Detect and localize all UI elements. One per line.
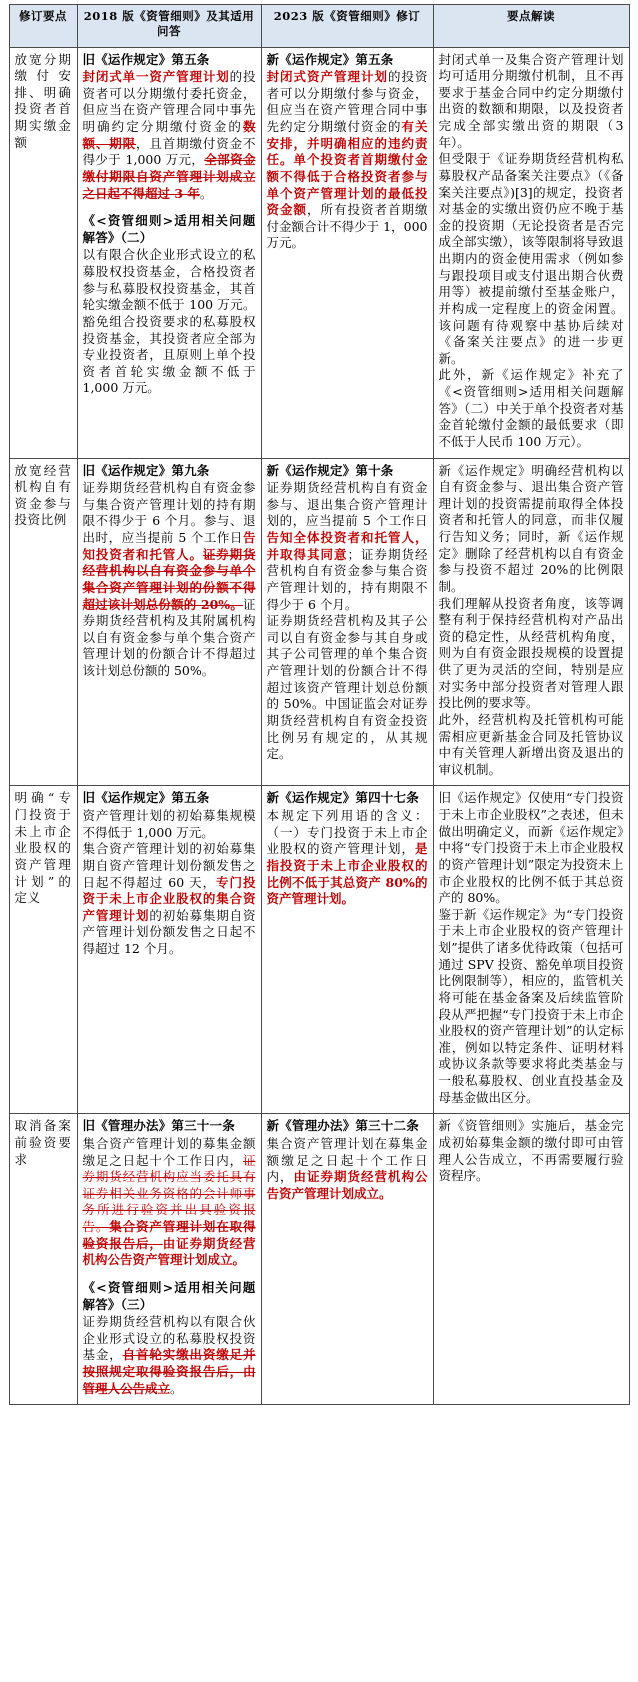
- row-interpretation-cell: [433, 458, 629, 786]
- emphasis-text: 是指投资于未上市企业股权的比例不低于其总资产 80%的资产管理计划。: [266, 841, 428, 907]
- interpretation-paragraph: 但受限于《证券期货经营机构私募股权产品备案关注要点》（《备案关注要点》)[3]的规定，投资者对基金的实缴出资仍应不晚于基金的投资期（无论投资者是否完成全部实缴），该等限制将导致退出期内的资金使用需求（例如参与跟投项目或支付退出期合伙费用等）被提前缴付至基金账户，并构成一定程度上的资金闲置。该问题有待观察中基协后续对《备案关注要点》的进一步更新。: [438, 151, 624, 366]
- qa-body: [83, 1314, 256, 1397]
- emphasis-text: 由证券期货经营机构公告资产管理计划成立。: [266, 1169, 428, 1201]
- interpretation-paragraph: 我们理解从投资者角度，该等调整有利于保持经营机构对产品出资的稳定性，从经营机构角度，则为自有资金跟投规模的设置提供了更为灵活的空间，特别是应对实务中部分投资者对管理人跟投比例的要求等。: [438, 595, 624, 711]
- deleted-text: 全部资金缴付期限自资产管理计划成立之日起不得超过 3 年: [82, 152, 256, 201]
- column-header-topic: 修订要点: [9, 5, 77, 48]
- interpretation-text: [439, 790, 624, 1106]
- paragraph-spacer: [83, 1269, 256, 1280]
- row-old-rule-cell: [77, 1114, 261, 1405]
- new-rule-heading: 新《运作规定》第十条: [266, 462, 394, 478]
- new-rule-heading: 新《管理办法》第三十二条: [266, 1118, 419, 1134]
- body-text: 。: [170, 1380, 183, 1396]
- body-text: 集合资产管理计划在募集金额缴足之日起十个工作日内，: [266, 1135, 428, 1185]
- new-rule-paragraph: [267, 69, 428, 252]
- interpretation-paragraph: 旧《运作规定》仅使用“专门投资于未上市企业股权”之表述，但未做出明确定义，而新《运作规定》中将“专门投资于未上市企业股权的资产管理计划”限定为投资未上市企业股权的比例不低于其总资产的 80%。: [438, 790, 624, 906]
- new-rule-paragraph: [267, 1136, 428, 1203]
- old-rule-heading: 旧《管理办法》第三十一条: [82, 1118, 235, 1134]
- row-old-rule-cell: [77, 458, 261, 786]
- row-topic-cell: 放宽经营机构自有资金参与投资比例: [9, 458, 77, 786]
- table-header: [9, 5, 629, 48]
- emphasis-text: 封闭式单一资产管理计划: [82, 69, 230, 85]
- interpretation-paragraph: 此外，新《运作规定》补充了《<资管细则>适用相关问题解答》（二）中关于单个投资者对基金首轮缴付金额的最低要求（即不低于人民币 100 万元）。: [438, 367, 624, 449]
- comparison-table: [9, 4, 630, 1405]
- body-text: 的初始募集期自资产管理计划份额发售之日起不得超过 12 个月。: [82, 907, 256, 957]
- body-text: 本规定下列用语的含义：（一）专门投资于未上市企业股权的资产管理计划，: [266, 808, 428, 857]
- row-new-rule-cell: [261, 1114, 433, 1405]
- qa-body: 以有限合伙企业形式设立的私募股权投资基金，合格投资者参与私募股权投资基金，其首轮实缴金额不低于 100 万元。豁免组合投资要求的私募股权投资基金，其投资者应全部为专业投资者，且原则上单个投资者首轮实缴金额不低于 1,000 万元。: [82, 247, 256, 396]
- row-new-rule-cell: [261, 458, 433, 786]
- emphasis-text: 告知投资者和托管人。: [82, 530, 256, 562]
- body-text: 的投资者可以分期缴付委托资金，但应当在资产管理合同中事先明确约定分期缴付资金的: [82, 69, 256, 135]
- body-text: 证券期货经营机构自有资金参与集合资产管理计划的持有期限不得少于 6 个月。参与、退出时，应当提前 5 个工作日: [82, 480, 256, 546]
- emphasis-text: 有关安排，并明确相应的违约责任。单个投资者首期缴付金额不得低于合格投资者参与单个资产管理计划的最低投资金额: [266, 119, 428, 218]
- row-topic-cell: 明确“专门投资于未上市企业股权的资产管理计划”的定义: [9, 786, 77, 1114]
- old-rule-paragraph: [83, 1136, 256, 1269]
- body-text: 的投资者可以分期缴付参与资金，但应当在资产管理合同中事先约定分期缴付资金的: [266, 69, 428, 135]
- old-rule-heading: 旧《运作规定》第五条: [82, 790, 210, 806]
- old-rule-paragraph: [83, 480, 256, 680]
- body-text: 集合资产管理计划的初始募集期自资产管理计划份额发售之日起不得超过 60 天，: [82, 841, 256, 890]
- interpretation-paragraph: 鉴于新《运作规定》为“专门投资于未上市企业股权的资产管理计划”提供了诸多优待政策（包括可通过 SPV 投资、豁免单项目投资比例限制等），相应的，监管机关将可能在基金备案及后续监管阶段从严把握“专门投资于未上市企业股权的资产管理计划”的认定标准，例如以特定条件、证明材料或协议条款等要求将此类基金与一般私募股权、创业直投基金及母基金做出区分。: [438, 906, 624, 1105]
- row-old-rule-cell: [77, 786, 261, 1114]
- interpretation-text: [439, 52, 624, 451]
- row-interpretation-cell: [433, 47, 629, 458]
- new-rule-paragraph: [267, 808, 428, 908]
- column-header-interpretation: 要点解读: [433, 5, 629, 48]
- body-text: ，且首期缴付资金不得少于 1,000 万元，: [82, 135, 256, 168]
- row-new-rule-cell: [261, 786, 433, 1114]
- new-rule-heading: 新《运作规定》第五条: [266, 51, 394, 67]
- qa-heading: 《<资管细则>适用相关问题解答》（三）: [82, 1279, 256, 1312]
- row-interpretation-cell: [433, 786, 629, 1114]
- old-rule-paragraph: [83, 69, 256, 202]
- body-text: 证券期货经营机构及其附属机构以自有资金参与单个集合资产管理计划的份额合计不得超过该计划总份额的 50%。: [82, 596, 256, 679]
- emphasis-text: 告知全体投资者和托管人，并取得其同意: [266, 530, 428, 562]
- document-page: [0, 4, 638, 1405]
- table-body: [9, 47, 629, 1405]
- body-text: 证券期货经营机构以有限合伙企业形式设立的私募股权投资基金，: [82, 1314, 256, 1363]
- qa-heading: 《<资管细则>适用相关问题解答》（二）: [82, 213, 256, 245]
- old-rule-paragraph: 资产管理计划的初始募集规模不得低于 1,000 万元。: [82, 808, 256, 840]
- old-rule-paragraph-2: [83, 841, 256, 957]
- paragraph-spacer: [83, 202, 256, 213]
- body-text: 。: [199, 185, 213, 201]
- table-header-row: [9, 5, 629, 48]
- table-row: [9, 47, 629, 458]
- interpretation-text: [439, 463, 624, 779]
- new-rule-paragraph: [267, 480, 428, 613]
- interpretation-paragraph: 此外，经营机构及托管机构可能需相应更新基金合同及托管协议中有关管理人新增出资及退出的审议机制。: [438, 711, 624, 777]
- interpretation-paragraph: 新《运作规定》明确经营机构以自有资金参与、退出集合资产管理计划的投资需提前取得全体投资者和托管人的同意，而非仅履行告知义务；同时，新《运作规定》删除了经营机构以自有资金参与投资不超过 20%的比例限制。: [438, 462, 624, 594]
- new-rule-heading: 新《运作规定》第四十七条: [266, 790, 419, 806]
- column-header-2023-revision: 2023 版《资管细则》修订: [261, 5, 433, 48]
- body-text: ，所有投资者首期缴付金额合计不得少于 1，000 万元。: [266, 202, 428, 251]
- deleted-text: 证券期货经营机构以自有资金参与单个集合资产管理计划的份额不得超过该计划总份额的 20%。: [82, 546, 256, 612]
- emphasis-text: 专门投资于未上市企业股权的集合资产管理计划: [82, 874, 256, 923]
- interpretation-paragraph: 封闭式单一及集合资产管理计划均可适用分期缴付机制，且不再要求于基金合同中约定分期缴付出资的数额和期限，以及投资者完成全部实缴出资的期限（3 年）。: [438, 51, 624, 150]
- body-text: 证券期货经营机构自有资金参与、退出集合资产管理计划的，应当提前 5 个工作日: [266, 480, 428, 529]
- table-row: [9, 458, 629, 786]
- body-text: ；证券期货经营机构自有资金参与集合资产管理计划的，持有期限不得少于 6 个月。: [266, 546, 428, 612]
- row-interpretation-cell: [433, 1114, 629, 1405]
- column-header-2018-version: 2018 版《资管细则》及其适用问答: [77, 5, 261, 48]
- new-rule-paragraph-2: 证券期货经营机构及其子公司以自有资金参与其自身或其子公司管理的单个集合资产管理计划的份额合计不得超过该资产管理计划总份额的 50%。中国证监会对证券期货经营机构自有资金投资比例另有规定的，从其规定。: [266, 613, 428, 762]
- deleted-text: 集合资产管理计划在取得验资报告后，: [82, 1219, 256, 1251]
- row-topic-cell: 放宽分期缴付安排、明确投资者首期实缴金额: [9, 47, 77, 458]
- interpretation-text: 新《资管细则》实施后，基金完成初始募集金额的缴付即可由管理人公告成立，不再需要履行验资程序。: [438, 1118, 624, 1184]
- body-text: 集合资产管理计划的募集金额缴足之日起十个工作日内，: [82, 1135, 256, 1168]
- table-row: [9, 1114, 629, 1405]
- row-old-rule-cell: [77, 47, 261, 458]
- deleted-text: 证券期货经营机构应当委托具有证券相关业务资格的会计师事务所进行验资并出具验资报告。: [82, 1152, 256, 1235]
- table-row: [9, 786, 629, 1114]
- emphasis-text: 封闭式资产管理计划: [266, 69, 388, 85]
- emphasis-text: 由证券期货经营机构公告资产管理计划成立。: [82, 1235, 256, 1268]
- old-rule-heading: 旧《运作规定》第九条: [82, 462, 210, 478]
- deleted-text: 数额、期限: [82, 119, 256, 151]
- row-topic-cell: 取消备案前验资要求: [9, 1114, 77, 1405]
- row-new-rule-cell: [261, 47, 433, 458]
- deleted-text: 自首轮实缴出资缴足并按照规定取得验资报告后，由管理人公告成立: [82, 1347, 256, 1396]
- old-rule-heading: 旧《运作规定》第五条: [82, 51, 210, 67]
